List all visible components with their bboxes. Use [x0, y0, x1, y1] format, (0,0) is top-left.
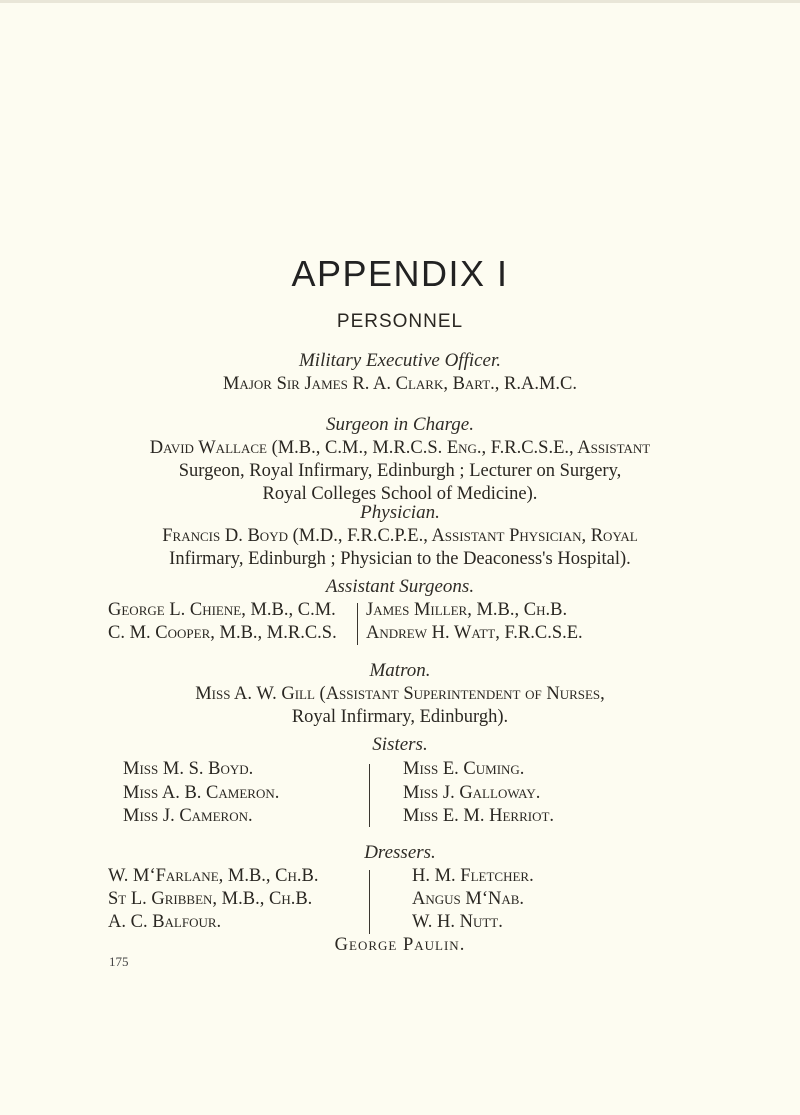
surgeon-line-1: David Wallace (M.B., C.M., M.R.C.S. Eng., F.R.C.S.E., Assistant — [149, 438, 651, 458]
sister-left-2: Miss A. B. Cameron. — [123, 783, 280, 803]
column-divider — [357, 603, 358, 645]
sister-right-2: Miss J. Galloway. — [403, 783, 541, 803]
surgeon-line-3: Royal Colleges School of Medicine). — [262, 484, 538, 504]
physician-heading: Physician. — [360, 502, 440, 523]
sister-right-3: Miss E. M. Herriot. — [403, 806, 555, 826]
surgeon-heading: Surgeon in Charge. — [326, 414, 474, 435]
physician-line-2: Infirmary, Edinburgh ; Physician to the Deaconess's Hospital). — [169, 549, 631, 569]
assistant-surgeon-right-2: Andrew H. Watt, F.R.C.S.E. — [366, 623, 583, 643]
appendix-title: APPENDIX I — [291, 253, 509, 294]
matron-line-2: Royal Infirmary, Edinburgh). — [291, 707, 509, 727]
sisters-heading: Sisters. — [372, 734, 428, 755]
assistant-surgeon-left-2: C. M. Cooper, M.B., M.R.C.S. — [108, 623, 337, 643]
column-divider — [369, 870, 370, 934]
assistant-surgeon-right-1: James Miller, M.B., Ch.B. — [366, 600, 568, 620]
sister-left-1: Miss M. S. Boyd. — [123, 759, 254, 779]
sister-left-3: Miss J. Cameron. — [123, 806, 253, 826]
dresser-left-1: W. M‘Farlane, M.B., Ch.B. — [108, 866, 319, 886]
dresser-left-2: St L. Gribben, M.B., Ch.B. — [108, 889, 313, 909]
page-number: 175 — [109, 954, 129, 969]
dresser-right-2: Angus M‘Nab. — [412, 889, 525, 909]
column-divider — [369, 764, 370, 827]
dresser-last: George Paulin. — [334, 935, 466, 955]
dresser-right-3: W. H. Nutt. — [412, 912, 503, 932]
matron-line-1: Miss A. W. Gill (Assistant Superintendent of Nurses, — [195, 684, 605, 704]
sister-right-1: Miss E. Cuming. — [403, 759, 525, 779]
assistant-surgeon-left-1: George L. Chiene, M.B., C.M. — [108, 600, 336, 620]
physician-line-1: Francis D. Boyd (M.D., F.R.C.P.E., Assistant Physician, Royal — [162, 526, 638, 546]
section-title: PERSONNEL — [336, 311, 464, 332]
military-officer: Major Sir James R. A. Clark, Bart., R.A.M.C. — [222, 374, 577, 394]
dressers-heading: Dressers. — [364, 842, 436, 863]
matron-heading: Matron. — [369, 660, 431, 681]
military-heading: Military Executive Officer. — [298, 350, 502, 371]
dresser-right-1: H. M. Fletcher. — [412, 866, 534, 886]
dresser-left-3: A. C. Balfour. — [108, 912, 222, 932]
surgeon-line-2: Surgeon, Royal Infirmary, Edinburgh ; Lecturer on Surgery, — [178, 461, 622, 481]
assistant-surgeons-heading: Assistant Surgeons. — [325, 576, 475, 597]
page-top-edge — [0, 0, 800, 3]
